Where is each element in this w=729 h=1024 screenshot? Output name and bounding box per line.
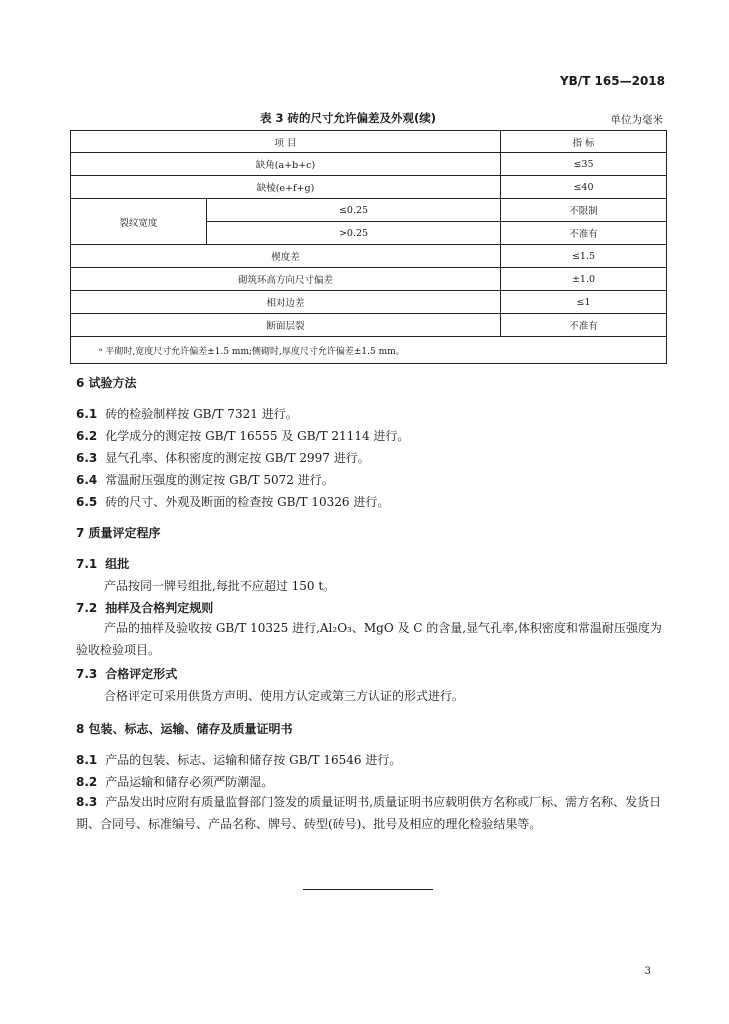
table-row <box>71 291 667 314</box>
table-note: ᵃ 平砌时,宽度尺寸允许偏差±1.5 mm;侧砌时,厚度尺寸允许偏差±1.5 mm。 <box>71 337 667 364</box>
row-item: 相对边差 <box>71 291 501 314</box>
clause-title: 合格评定形式 <box>105 667 178 681</box>
row-item: 楔度差 <box>71 245 501 268</box>
clause-text: 砖的检验制样按 GB/T 7321 进行。 <box>105 407 298 421</box>
clause-text: 化学成分的测定按 GB/T 16555 及 GB/T 21114 进行。 <box>105 429 410 443</box>
clause-8-3 <box>76 791 666 835</box>
clause-number: 6.5 <box>76 495 98 509</box>
section-8-title: 8 包装、标志、运输、储存及质量证明书 <box>76 722 293 736</box>
clause-text: 产品的包装、标志、运输和储存按 GB/T 16546 进行。 <box>105 753 402 767</box>
clause-7-3-text: 合格评定可采用供货方声明、使用方认定或第三方认证的形式进行。 <box>104 689 465 703</box>
row-sub-item: >0.25 <box>207 222 501 245</box>
clause-text: 产品运输和储存必须严防潮湿。 <box>105 775 274 789</box>
row-value: 不限制 <box>501 199 667 222</box>
clause-7-2-text: 产品的抽样及验收按 GB/T 10325 进行,Al₂O₃、MgO 及 C 的含量,显气孔率,体积密度和常温耐压强度为验收检验项目。 <box>76 621 662 657</box>
clause-number: 7.2 <box>76 601 98 615</box>
row-value: ≤35 <box>501 153 667 176</box>
section-6-title: 6 试验方法 <box>76 376 137 390</box>
unit-label: 单位为毫米 <box>610 114 663 126</box>
row-value: 不准有 <box>501 222 667 245</box>
clause-title: 组批 <box>105 557 130 571</box>
row-value: ≤1 <box>501 291 667 314</box>
clause-8-2 <box>76 773 273 790</box>
end-rule <box>303 889 433 890</box>
clause-6-2 <box>76 427 409 444</box>
row-value: 不准有 <box>501 314 667 337</box>
clause-6-5 <box>76 493 389 510</box>
table-note-row <box>71 337 667 364</box>
clause-6-1 <box>76 405 298 422</box>
table-row <box>71 314 667 337</box>
clause-7-1-text: 产品按同一牌号组批,每批不应超过 150 t。 <box>104 579 336 593</box>
clause-7-1-heading <box>76 555 129 572</box>
clause-text: 砖的尺寸、外观及断面的检查按 GB/T 10326 进行。 <box>105 495 390 509</box>
clause-text: 显气孔率、体积密度的测定按 GB/T 2997 进行。 <box>105 451 370 465</box>
column-header-item: 项 目 <box>71 131 501 153</box>
table-row <box>71 268 667 291</box>
clause-text: 常温耐压强度的测定按 GB/T 5072 进行。 <box>105 473 334 487</box>
clause-number: 6.2 <box>76 429 98 443</box>
clause-7-2-heading <box>76 599 213 616</box>
clause-text: 产品发出时应附有质量监督部门签发的质量证明书,质量证明书应载明供方名称或厂标、需方名称、发货日期、合同号、标准编号、产品名称、牌号、砖型(砖号)、批号及相应的理化检验结果等。 <box>76 795 662 831</box>
clause-number: 6.1 <box>76 407 98 421</box>
standard-code: YB/T 165—2018 <box>559 74 665 88</box>
row-group-label: 裂纹宽度 <box>71 199 207 245</box>
clause-number: 7.1 <box>76 557 98 571</box>
row-item: 砌筑环高方向尺寸偏差 <box>71 268 501 291</box>
row-value: ≤40 <box>501 176 667 199</box>
clause-7-3-heading <box>76 665 177 682</box>
table-row <box>71 153 667 176</box>
row-value: ±1.0 <box>501 268 667 291</box>
row-value: ≤1.5 <box>501 245 667 268</box>
column-header-index: 指 标 <box>501 131 667 153</box>
table-row <box>71 199 667 222</box>
clause-number: 8.1 <box>76 753 98 767</box>
row-item: 缺棱(e+f+g) <box>71 176 501 199</box>
table-row <box>71 245 667 268</box>
clause-number: 7.3 <box>76 667 98 681</box>
table-row <box>71 176 667 199</box>
clause-number: 6.4 <box>76 473 98 487</box>
spec-table <box>70 130 667 364</box>
clause-8-1 <box>76 751 401 768</box>
row-item: 缺角(a+b+c) <box>71 153 501 176</box>
clause-number: 6.3 <box>76 451 98 465</box>
clause-number: 8.2 <box>76 775 98 789</box>
clause-6-4 <box>76 471 334 488</box>
section-7-title: 7 质量评定程序 <box>76 526 161 540</box>
clause-6-3 <box>76 449 370 466</box>
clause-title: 抽样及合格判定规则 <box>105 601 214 615</box>
page-number: 3 <box>644 966 651 977</box>
clause-number: 8.3 <box>76 795 98 809</box>
table-caption: 表 3 砖的尺寸允许偏差及外观(续) <box>260 111 437 125</box>
row-sub-item: ≤0.25 <box>207 199 501 222</box>
row-item: 断面层裂 <box>71 314 501 337</box>
